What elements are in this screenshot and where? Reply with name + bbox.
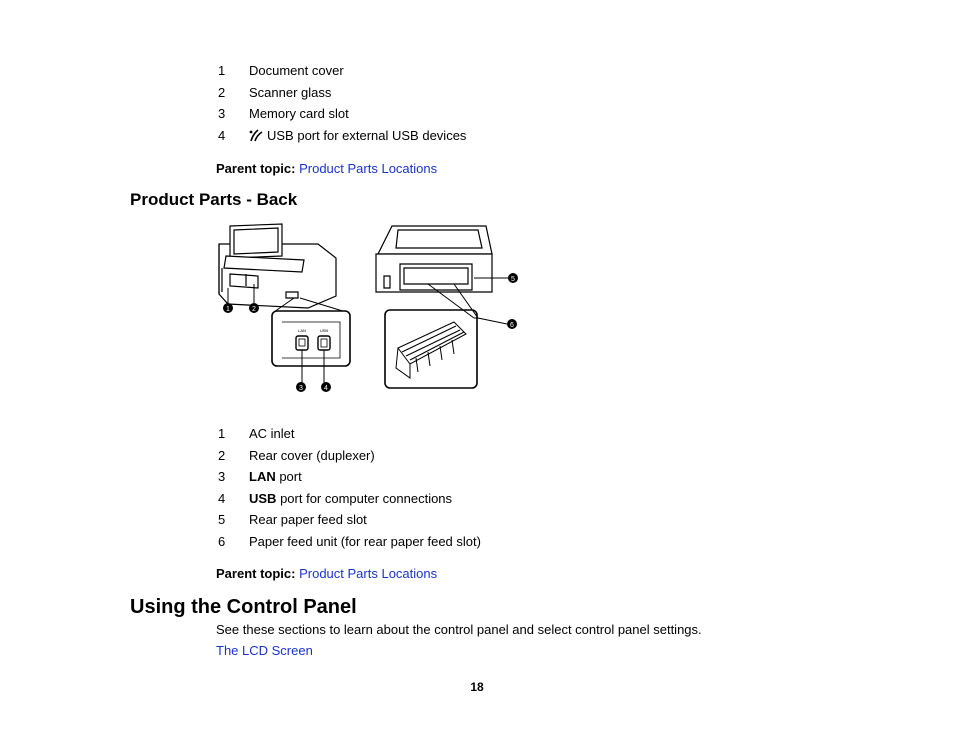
callout-3 (296, 382, 306, 392)
item-text: USB port for external USB devices (267, 128, 467, 143)
parent-topic-label: Parent topic: (216, 566, 296, 581)
printer-rear-illustration (219, 224, 336, 308)
lcd-screen-link[interactable]: The LCD Screen (216, 643, 313, 658)
item-number: 3 (218, 106, 226, 121)
item-bold: LAN (249, 469, 276, 484)
item-number: 4 (218, 491, 226, 506)
section-description: See these sections to learn about the control panel and select control panel settings. (216, 622, 702, 637)
item-text: Scanner glass (249, 85, 332, 100)
callout-number: 1 (226, 306, 230, 313)
item-text: AC inlet (249, 426, 295, 441)
product-back-figure (216, 218, 526, 398)
item-content (249, 126, 466, 146)
parent-topic-link[interactable]: Product Parts Locations (299, 566, 438, 581)
callout-number: 6 (510, 322, 514, 329)
section-heading: Product Parts - Back (130, 190, 298, 209)
item-text: Memory card slot (249, 106, 349, 121)
section-heading: Using the Control Panel (130, 596, 357, 618)
callout-number: 2 (252, 306, 256, 313)
lan-port (296, 336, 308, 350)
page-number: 18 (470, 680, 484, 694)
item-content (249, 467, 302, 487)
item-number: 1 (218, 426, 226, 441)
callout-number: 3 (299, 385, 303, 392)
item-text: port for computer connections (276, 491, 453, 506)
item-number: 1 (218, 63, 226, 78)
item-number: 3 (218, 469, 226, 484)
callout-1 (223, 303, 233, 313)
item-number: 5 (218, 512, 226, 527)
usb-symbol-icon (249, 128, 263, 142)
callout-2 (249, 303, 259, 313)
item-number: 2 (218, 448, 226, 463)
lan-port-label: LAN (298, 328, 306, 333)
item-content (249, 489, 452, 509)
item-text: Document cover (249, 63, 344, 78)
item-number: 6 (218, 534, 226, 549)
usb-port-label: USB (319, 328, 329, 333)
parent-topic (216, 564, 437, 584)
usb-port (318, 336, 330, 350)
printer-back-illustration (376, 226, 492, 292)
callout-number: 5 (511, 276, 515, 283)
parent-topic (216, 159, 437, 179)
parent-topic-link[interactable]: Product Parts Locations (299, 161, 438, 176)
item-text: Rear cover (duplexer) (249, 448, 375, 463)
item-text: Rear paper feed slot (249, 512, 367, 527)
item-number: 2 (218, 85, 226, 100)
item-text: Paper feed unit (for rear paper feed slot) (249, 534, 481, 549)
item-bold: USB (249, 491, 277, 506)
item-number: 4 (218, 128, 226, 143)
item-text: port (275, 469, 302, 484)
callout-4 (321, 382, 331, 392)
callout-number: 4 (324, 385, 328, 392)
parent-topic-label: Parent topic: (216, 161, 296, 176)
